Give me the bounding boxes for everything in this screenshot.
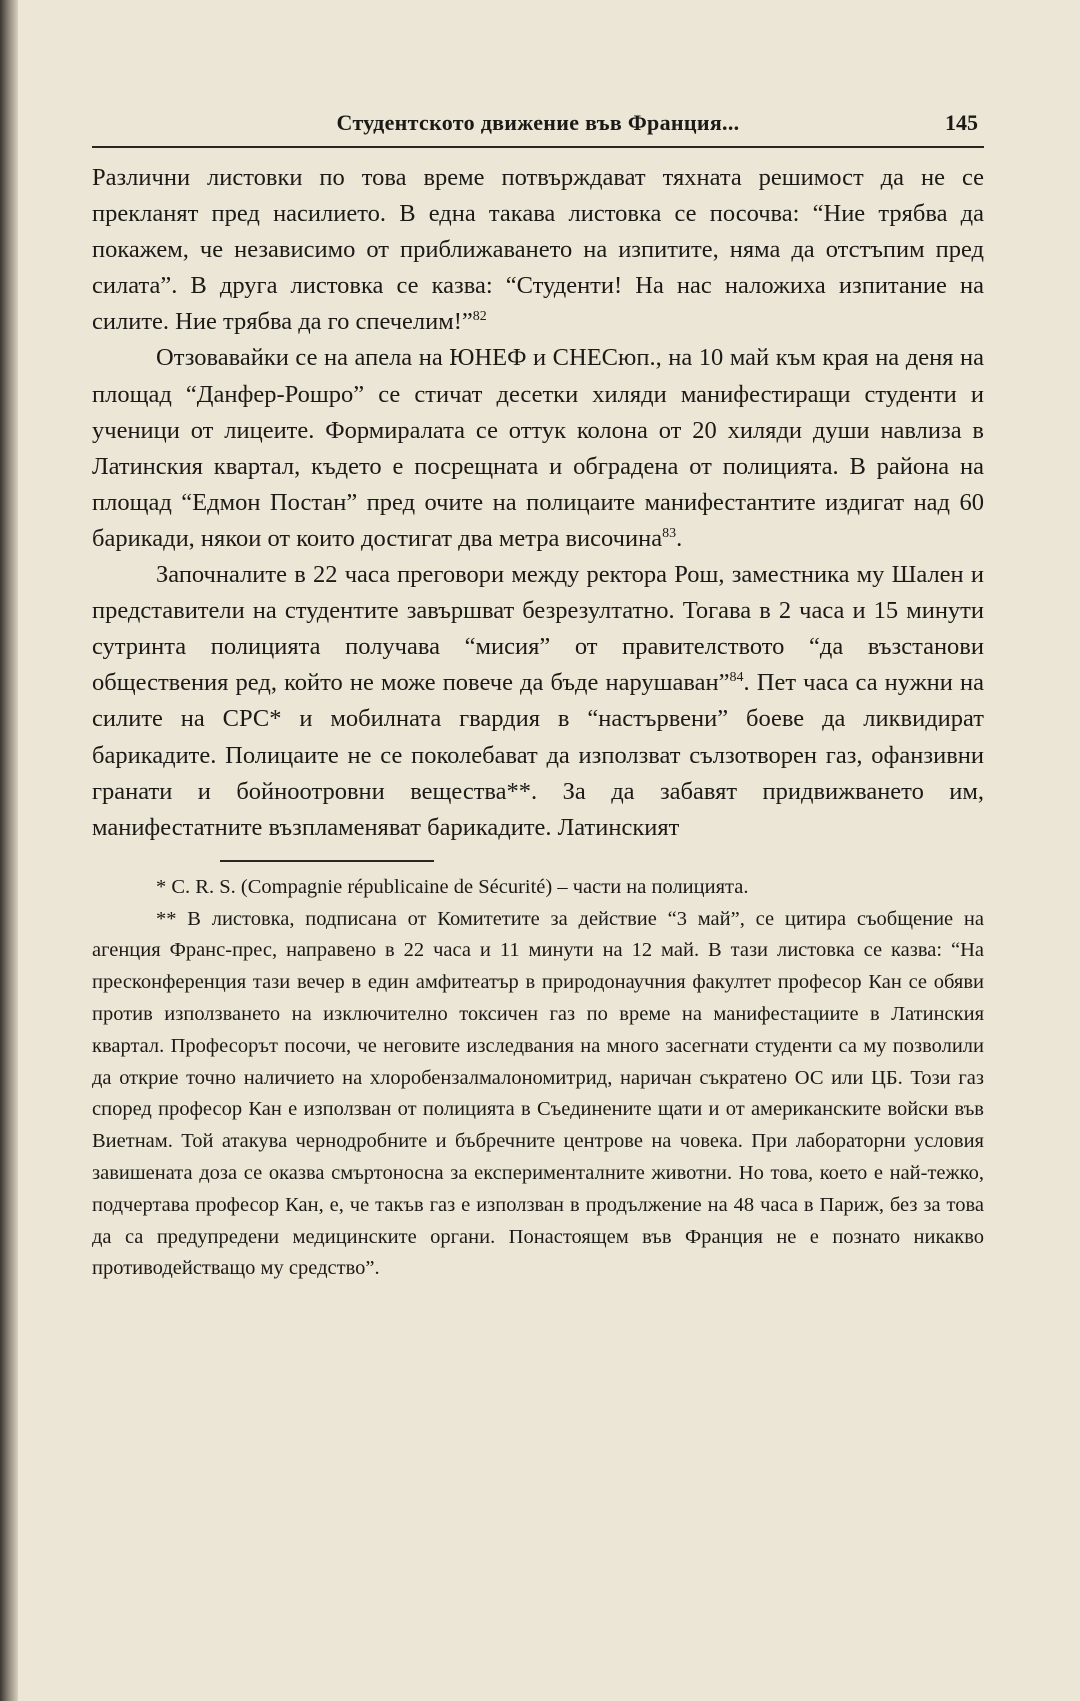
running-header [92,106,984,148]
page-number: 145 [945,110,978,135]
book-page [92,106,984,1285]
footnote-2: ** В листовка, подписана от Комитетите за действие “3 май”, се цитира съобщение на агенция Франс-прес, направено в 22 часа и 11 минути на 12 май. В тази листовка се казва: “На пресконференция тази вечер в един амфитеатър в природонаучния факултет професор Кан се обяви против използването на изключително токсичен газ по време на манифестациите в Латинския квартал. Професорът посочи, че неговите изследвания на много засегнати студенти са му позволили да открие точно наличието на хлоробензалмалономитрид, наричан съкратено ОС или ЦБ. Този газ според професор Кан е използван от полицията в Съединените щати и от американските войски във Виетнам. Той атакува чернодробните и бъбречните центрове на човека. При лабораторни условия завишената доза се оказва смъртоносна за експерименталните животни. Но това, което е най-тежко, подчертава професор Кан, е, че такъв газ е използван в продължение на 48 часа в Париж, без за това да са предупредени медицинските органи. Понастоящем във Франция не е познато никакво противодействащо му средство”. [92,907,984,1280]
paragraph-3 [92,557,984,846]
footnote-ref: 83 [662,525,677,541]
body-text [92,160,984,846]
footnote-1: * C. R. S. (Compagnie républicaine de Sécurité) – части на полицията. [156,875,749,898]
running-title: Студентското движение във Франция... [336,110,740,135]
paragraph-tail: . Пет часа са нужни на силите на СРС* и мобилната гвардия в “настървени” боеве да ликвидират барикадите. Полицаите не се поколебават да използват сълзотворен газ, офанзивни гранати и бойноотровни вещества**. За да забавят придвижването им, манифестатните възпламеняват барикадите. Латинският [92,669,984,841]
footnotes [92,872,984,1285]
paragraph-text: Отзовавайки се на апела на ЮНЕФ и СНЕСюп., на 10 май към края на деня на площад “Данфер-Рошро” се стичат десетки хиляди манифестиращи студенти и ученици от лицеите. Формиралата се оттук колона от 20 хиляди души навлиза в Латинския квартал, където е посрещната и обградена от полицията. В района на площад “Едмон Постан” пред очите на полицаите манифестантите издигат над 60 барикади, някои от които достигат два метра височина [92,344,984,552]
book-spine-shadow [0,0,18,1701]
footnote-ref: 84 [729,670,744,686]
footnote-ref: 82 [472,309,487,325]
footnote-divider [220,860,434,862]
paragraph-text: Различни листовки по това време потвърждават тяхната решимост да не се прекланят пред насилието. В една такава листовка се посочва: “Ние трябва да покажем, че независимо от приближаването на изпитите, няма да отстъпим пред силата”. В друга листовка се казва: “Студенти! На нас наложиха изпитание на силите. Ние трябва да го спечелим!” [92,164,984,336]
paragraph-1 [92,160,984,340]
paragraph-2 [92,340,984,557]
paragraph-tail: . [676,524,683,552]
paragraph-text: Започналите в 22 часа преговори между ректора Рош, заместника му Шален и представители на студентите завършват безрезултатно. Тогава в 2 часа и 15 минути сутринта полицията получава “мисия” от правителството “да възстанови обществения ред, който не може повече да бъде нарушаван” [92,561,984,697]
